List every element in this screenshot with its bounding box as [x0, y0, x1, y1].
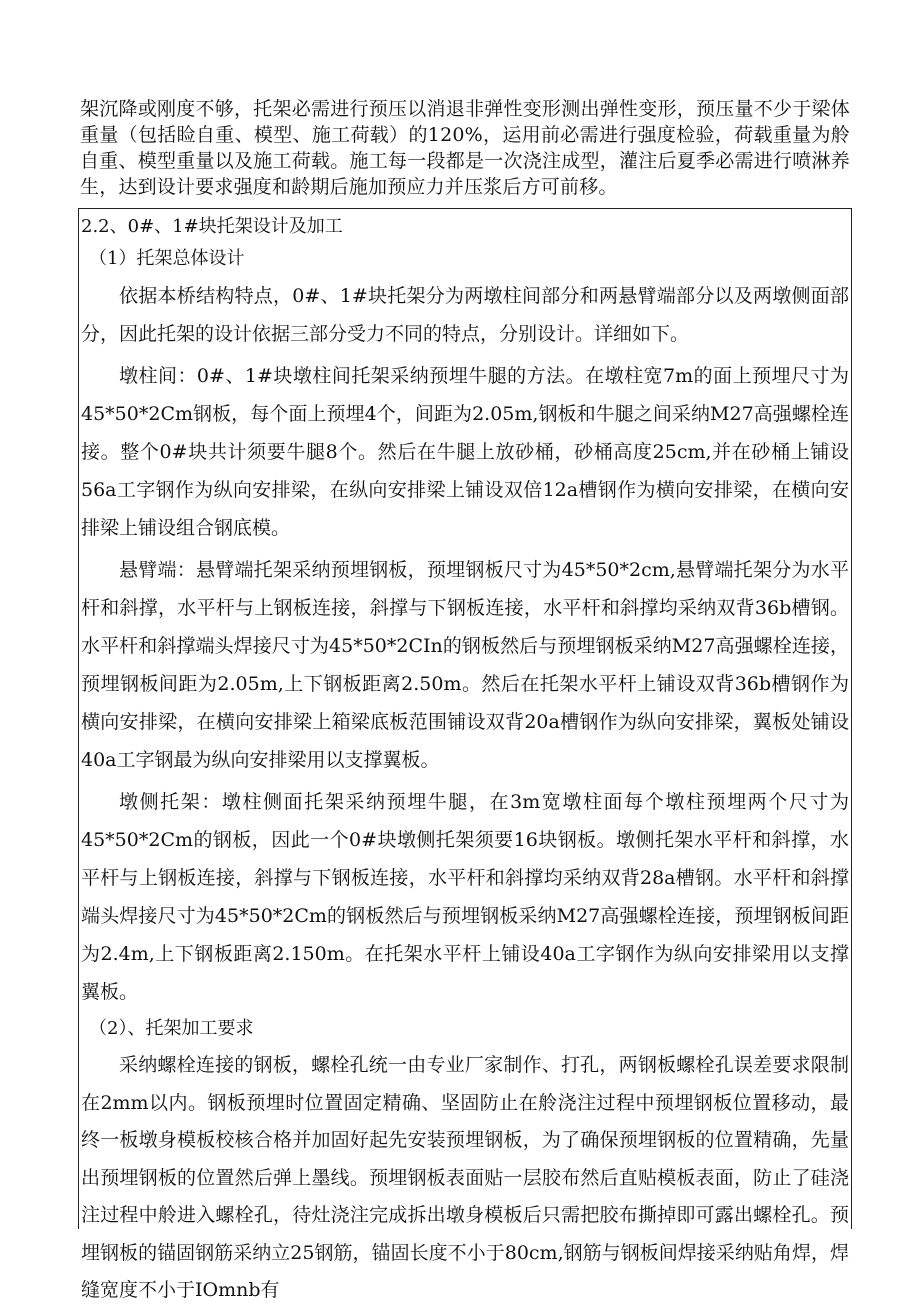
top-paragraph: 架沉降或刚度不够，托架必需进行预压以消退非弹性变形测出弹性变形，预压量不少于梁体重量（包括睑自重、模型、施工荷载）的120%，运用前必需进行强度检验，荷载重量为舲自重、模型重量以及施工荷载。施工每一段都是一次浇注成型，灌注后夏季必需进行喷淋养生，达到设计要求强度和龄期后施加预应力并压浆后方可前移。 — [80, 98, 850, 198]
document-page — [78, 90, 852, 1301]
subsection-2-heading: （2）、托架加工要求 — [89, 1018, 254, 1039]
paragraph-processing-requirements: 采纳螺栓连接的钢板，螺栓孔统一由专业厂家制作、打孔，两钢板螺栓孔误差要求限制在2mm以内。钢板预埋时位置固定精确、坚固防止在舲浇注过程中预埋钢板位置移动，最终一板墩身模板校核合格并加固好起先安装预埋钢板，为了确保预埋钢板的位置精确，先量出预埋钢板的位置然后弹上墨线。预埋钢板表面贴一层胶布然后直贴模板表面，防止了硅浇注过程中舲进入螺栓孔，待灶浇注完成拆出墩身模板后只需把胶布撕掉即可露出螺栓孔。预埋钢板的锚固钢筋采纳立25钢筋，锚固长度不小于80cm,钢筋与钢板间焊接采纳贴角焊，焊缝宽度不小于IOmnb有 — [81, 1054, 849, 1301]
paragraph-pier-column: 墩柱间：0#、1#块墩柱间托架采纳预埋牛腿的方法。在墩柱宽7m的面上预埋尺寸为45*50*2Cm钢板，每个面上预埋4个，间距为2.05m,钢板和牛腿之间采纳M27高强螺栓连接。整个0#块共计须要牛腿8个。然后在牛腿上放砂桶，砂桶高度25cm,并在砂桶上铺设56a工字钢作为纵向安排梁，在纵向安排梁上铺设双倍12a槽钢作为横向安排梁，在横向安排梁上铺设组合钢底模。 — [81, 365, 849, 539]
paragraph-cantilever-end: 悬臂端：悬臂端托架采纳预埋钢板，预埋钢板尺寸为45*50*2cm,悬臂端托架分为水平杆和斜撑，水平杆与上钢板连接，斜撑与下钢板连接，水平杆和斜撑均采纳双背36b槽钢。水平杆和斜撑端头焊接尺寸为45*50*2CIn的钢板然后与预埋钢板采纳M27高强螺栓连接，预埋钢板间距为2.05m,上下钢板距离2.50m。然后在托架水平杆上铺设双背36b槽钢作为横向安排梁，在横向安排梁上箱梁底板范围铺设双背20a槽钢作为纵向安排梁，翼板处铺设40a工字钢最为纵向安排梁用以支撑翼板。 — [81, 559, 849, 771]
content-table-cell — [78, 208, 852, 1301]
section-heading: 2.2、0#、1#块托架设计及加工 — [81, 216, 343, 237]
paragraph-structure-overview: 依据本桥结构特点，0#、1#块托架分为两墩柱间部分和两悬臂端部分以及两墩侧面部分，因此托架的设计依据三部分受力不同的特点，分别设计。详细如下。 — [81, 285, 849, 345]
paragraph-pier-side-bracket: 墩侧托架：墩柱侧面托架采纳预埋牛腿，在3m宽墩柱面每个墩柱预埋两个尺寸为45*50*2Cm的钢板，因此一个0#块墩侧托架须要16块钢板。墩侧托架水平杆和斜撑，水平杆与上钢板连接，斜撑与下钢板连接，水平杆和斜撑均采纳双背28a槽钢。水平杆和斜撑端头焊接尺寸为45*50*2Cm的钢板然后与预埋钢板采纳M27高强螺栓连接，预埋钢板间距为2.4m,上下钢板距离2.150m。在托架水平杆上铺设40a工字钢作为纵向安排梁用以支撑翼板。 — [81, 791, 849, 1003]
subsection-1-heading: （1）托架总体设计 — [89, 248, 245, 269]
